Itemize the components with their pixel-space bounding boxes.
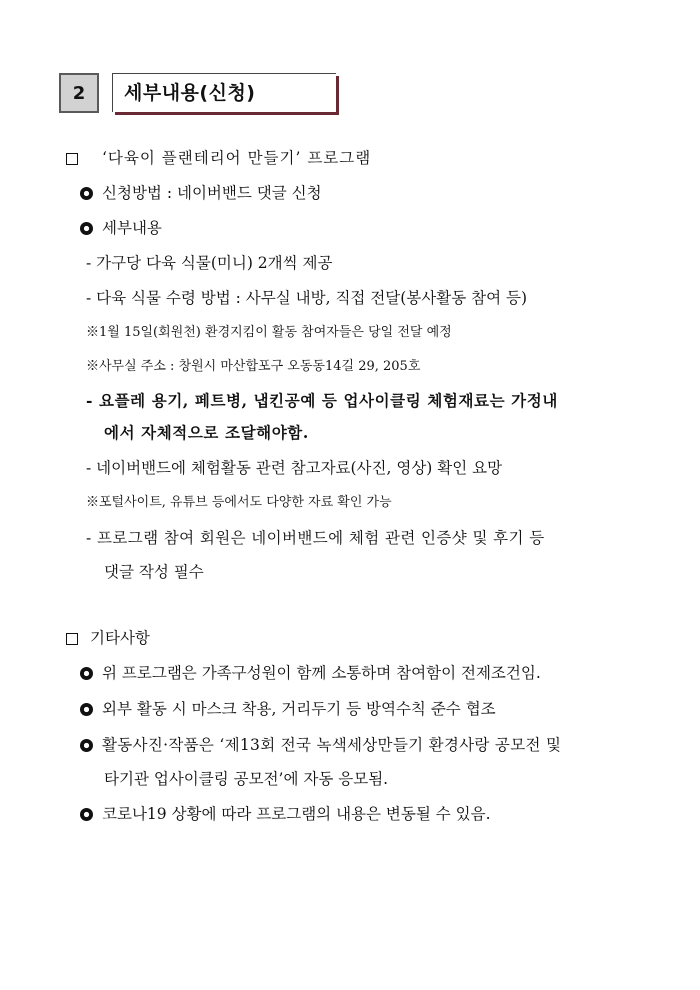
etc-heading: 기타사항 — [90, 629, 150, 647]
detail-item-materials-cont: 에서 자체적으로 조달해야함. — [104, 423, 309, 442]
detail-item-reference: - 네이버밴드에 체험활동 관련 참고자료(사진, 영상) 확인 요망 — [86, 459, 503, 477]
detail-item-plants: - 가구당 다육 식물(미니) 2개씩 제공 — [86, 254, 333, 272]
section-number-box — [59, 73, 99, 113]
etc-covid: 코로나19 상황에 따라 프로그램의 내용은 변동될 수 있음. — [102, 805, 491, 823]
detail-item-certification-cont: 댓글 작성 필수 — [104, 563, 204, 581]
note-portal: ※포털사이트, 유튜브 등에서도 다양한 자료 확인 가능 — [86, 495, 392, 510]
apply-method: 신청방법 : 네이버밴드 댓글 신청 — [102, 184, 322, 202]
bullet-ring-icon — [80, 703, 93, 716]
section-title: 세부내용(신청) — [124, 82, 256, 104]
bullet-ring-icon — [80, 187, 93, 200]
program-heading: ‘다육이 플랜테리어 만들기’ 프로그램 — [102, 149, 372, 167]
bullet-ring-icon — [80, 222, 93, 235]
etc-contest-cont: 타기관 업사이클링 공모전’에 자동 응모됨. — [104, 770, 389, 788]
etc-contest: 활동사진·작품은 ‘제13회 전국 녹색세상만들기 환경사랑 공모전 및 — [102, 736, 562, 754]
checkbox-square-icon — [66, 153, 78, 165]
detail-item-materials: - 요플레 용기, 페트병, 냅킨공예 등 업사이클링 체험재료는 가정내 — [86, 391, 558, 410]
note-jan15: ※1월 15일(회원천) 환경지킴이 활동 참여자들은 당일 전달 예정 — [86, 325, 452, 340]
etc-mask: 외부 활동 시 마스크 착용, 거리두기 등 방역수칙 준수 협조 — [102, 700, 496, 718]
details-label: 세부내용 — [102, 219, 162, 237]
checkbox-square-icon — [66, 633, 78, 645]
detail-item-certification: - 프로그램 참여 회원은 네이버밴드에 체험 관련 인증샷 및 후기 등 — [86, 529, 545, 547]
bullet-ring-icon — [80, 808, 93, 821]
detail-item-receipt: - 다육 식물 수령 방법 : 사무실 내방, 직접 전달(봉사활동 참여 등) — [86, 289, 528, 307]
section-number: 2 — [72, 82, 86, 104]
note-office-address: ※사무실 주소 : 창원시 마산합포구 오동동14길 29, 205호 — [86, 359, 421, 374]
bullet-ring-icon — [80, 667, 93, 680]
bullet-ring-icon — [80, 739, 93, 752]
etc-family: 위 프로그램은 가족구성원이 함께 소통하며 참여함이 전제조건임. — [102, 664, 541, 682]
